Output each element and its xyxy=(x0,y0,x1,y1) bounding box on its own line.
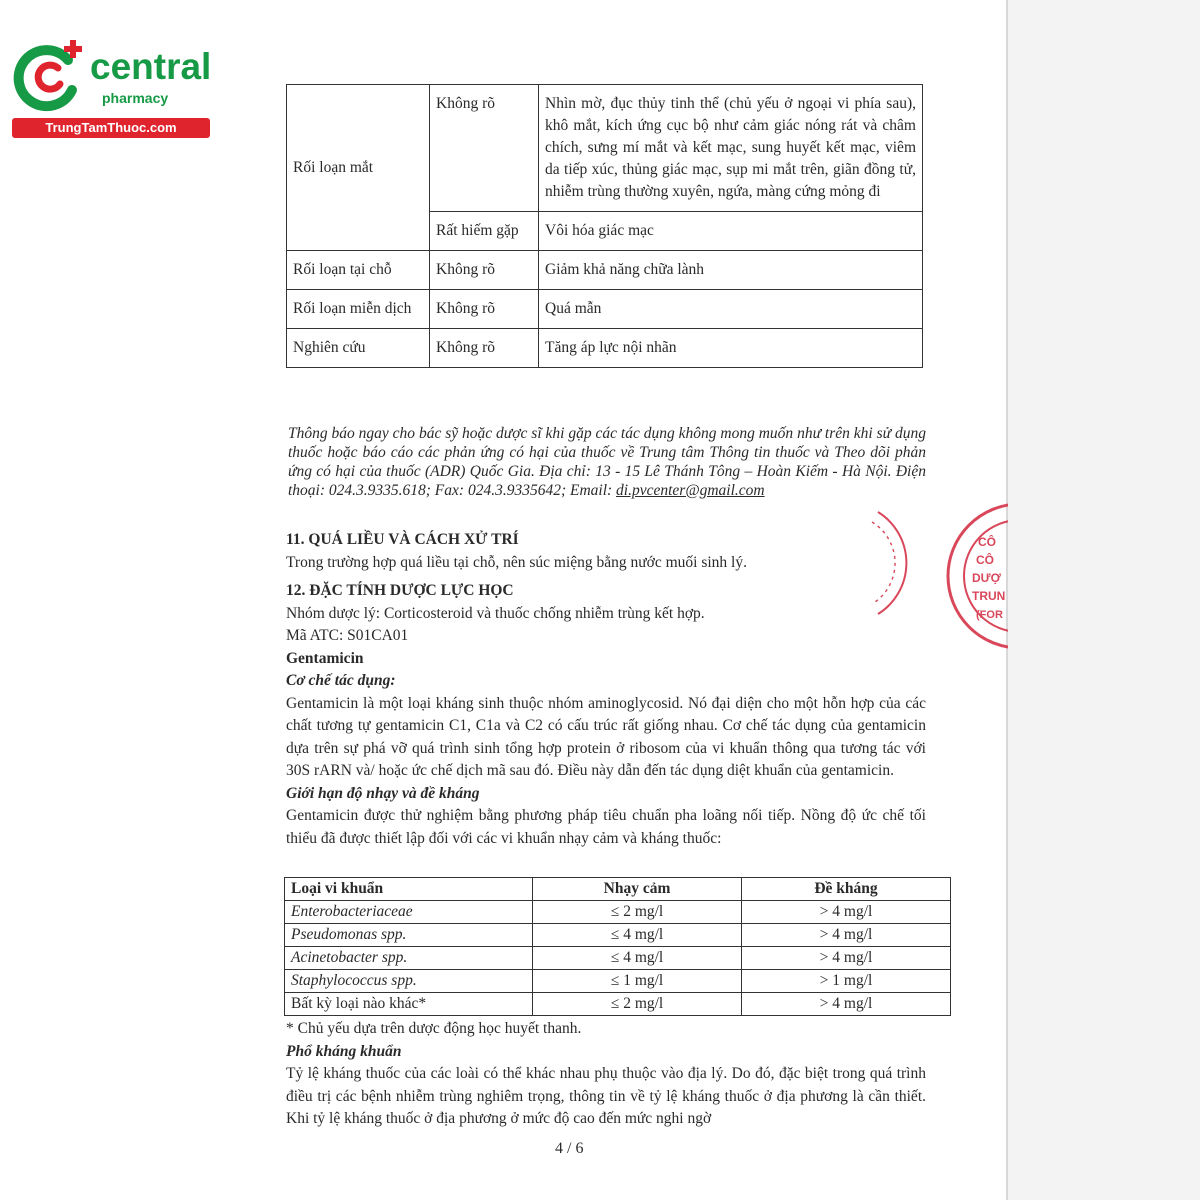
stamp-line-2: CÔ xyxy=(976,553,994,567)
table-row xyxy=(285,970,951,993)
category-cell: Rối loạn mắt xyxy=(287,85,430,251)
organism-cell: Pseudomonas spp. xyxy=(285,924,533,947)
mechanism-text: Gentamicin là một loại kháng sinh thuộc nhóm aminoglycosid. Nó đại diện cho một hỗn hợp của các chất tương tự gentamicin C1, C1a và C2 có cấu trúc rất giống nhau. Cơ chế tác dụng của gentamicin dựa trên sự phá vỡ quá trình sinh tổng hợp protein ở ribosom của vi khuẩn thông qua tương tác với 30S rARN và/ hoặc ức chế dịch mã sau đó. Điều này dẫn đến tác dụng diệt khuẩn của gentamicin. xyxy=(286,694,926,779)
logo-url[interactable]: TrungTamThuoc.com xyxy=(12,118,210,138)
pharmacy-cross-icon xyxy=(12,38,88,114)
spectrum-title: Phổ kháng khuẩn xyxy=(286,1042,402,1060)
sensitivity-text: Gentamicin được thử nghiệm bằng phương pháp tiêu chuẩn pha loãng nối tiếp. Nồng độ ức chế tối thiểu đã được thiết lập đối với các vi khuẩn nhạy cảm và kháng thuốc: xyxy=(286,807,926,847)
logo-subtitle: pharmacy xyxy=(102,90,169,106)
red-seal-stamp xyxy=(944,500,1008,652)
table-row xyxy=(287,85,923,212)
page-number: 4 / 6 xyxy=(555,1140,584,1157)
resistant-cell: > 4 mg/l xyxy=(742,993,951,1016)
logo-name: central xyxy=(90,46,212,87)
stamp-line-5: (FOR xyxy=(976,609,1003,621)
table-row xyxy=(285,993,951,1016)
drug-name: Gentamicin xyxy=(286,649,364,667)
sensitive-cell: ≤ 4 mg/l xyxy=(533,924,742,947)
effect-cell: Tăng áp lực nội nhãn xyxy=(539,329,923,368)
category-cell: Rối loạn tại chỗ xyxy=(287,251,430,290)
organism-cell: Bất kỳ loại nào khác* xyxy=(285,993,533,1016)
section-11-title: 11. QUÁ LIỀU VÀ CÁCH XỬ TRÍ xyxy=(286,531,519,548)
effect-cell: Giảm khả năng chữa lành xyxy=(539,251,923,290)
sensitive-cell: ≤ 1 mg/l xyxy=(533,970,742,993)
adr-notice xyxy=(288,424,926,500)
table-row xyxy=(285,947,951,970)
atc-code: Mã ATC: S01CA01 xyxy=(286,627,409,644)
frequency-cell: Không rõ xyxy=(430,85,539,212)
frequency-cell: Rất hiếm gặp xyxy=(430,212,539,251)
stamp-line-3: DƯỢ xyxy=(972,571,1001,585)
category-cell: Rối loạn miễn dịch xyxy=(287,290,430,329)
sensitive-cell: ≤ 4 mg/l xyxy=(533,947,742,970)
table-row xyxy=(287,329,923,368)
mechanism-title: Cơ chế tác dụng: xyxy=(286,672,396,689)
resistant-cell: > 1 mg/l xyxy=(742,970,951,993)
frequency-cell: Không rõ xyxy=(430,290,539,329)
table-row xyxy=(287,290,923,329)
stamp-arc-small xyxy=(868,508,918,618)
organism-cell: Staphylococcus spp. xyxy=(285,970,533,993)
resistant-cell: > 4 mg/l xyxy=(742,924,951,947)
frequency-cell: Không rõ xyxy=(430,329,539,368)
table-footnote: * Chủ yếu dựa trên dược động học huyết thanh. xyxy=(286,1020,582,1037)
table-row xyxy=(287,251,923,290)
pharmacologic-group: Nhóm dược lý: Corticosteroid và thuốc chống nhiễm trùng kết hợp. xyxy=(286,604,705,622)
header-resistant: Đề kháng xyxy=(742,878,951,901)
table-header-row xyxy=(285,878,951,901)
section-12 xyxy=(286,580,926,850)
resistant-cell: > 4 mg/l xyxy=(742,901,951,924)
table-row xyxy=(285,901,951,924)
sensitive-cell: ≤ 2 mg/l xyxy=(533,993,742,1016)
section-11-text: Trong trường hợp quá liều tại chỗ, nên súc miệng bằng nước muối sinh lý. xyxy=(286,553,747,571)
adverse-effects-table xyxy=(286,84,923,368)
header-sensitive: Nhạy cảm xyxy=(533,878,742,901)
effect-cell: Vôi hóa giác mạc xyxy=(539,212,923,251)
header-organism: Loại vi khuẩn xyxy=(285,878,533,901)
section-12-title: 12. ĐẶC TÍNH DƯỢC LỰC HỌC xyxy=(286,582,514,599)
stamp-line-4: TRUN xyxy=(972,589,1006,603)
stamp-line-1: CÔ xyxy=(978,535,996,549)
email-link[interactable]: di.pvcenter@gmail.com xyxy=(616,482,765,499)
central-pharmacy-logo[interactable] xyxy=(12,38,212,138)
organism-cell: Enterobacteriaceae xyxy=(285,901,533,924)
table-row xyxy=(285,924,951,947)
spectrum-text: Tỷ lệ kháng thuốc của các loài có thể khác nhau phụ thuộc vào địa lý. Do đó, đặc biệt trong quá trình điều trị các bệnh nhiễm trùng nghiêm trọng, thông tin về tỷ lệ kháng thuốc ở địa phương là cần thiết. Khi tỷ lệ kháng thuốc ở địa phương ở mức độ cao đến mức nghi ngờ xyxy=(286,1065,926,1127)
page-margin-shadow xyxy=(1008,0,1200,1200)
sensitive-cell: ≤ 2 mg/l xyxy=(533,901,742,924)
section-11 xyxy=(286,529,926,574)
category-cell: Nghiên cứu xyxy=(287,329,430,368)
sensitivity-title: Giới hạn độ nhạy và đề kháng xyxy=(286,784,480,802)
organism-cell: Acinetobacter spp. xyxy=(285,947,533,970)
effect-cell: Nhìn mờ, đục thủy tinh thể (chủ yếu ở ngoại vi phía sau), khô mắt, kích ứng cục bộ như cảm giác nóng rát và châm chích, sưng mí mắt và kết mạc, sung huyết kết mạc, viêm da tiếp xúc, thủng giác mạc, sụp mi mắt trên, giãn đồng tử, nhiễm trùng thường xuyên, ngứa, màng cứng mỏng đi xyxy=(539,85,923,212)
section-12-continued xyxy=(286,1018,926,1131)
frequency-cell: Không rõ xyxy=(430,251,539,290)
effect-cell: Quá mẫn xyxy=(539,290,923,329)
resistant-cell: > 4 mg/l xyxy=(742,947,951,970)
mic-breakpoint-table xyxy=(284,877,951,1016)
notice-text: Thông báo ngay cho bác sỹ hoặc dược sĩ khi gặp các tác dụng không mong muốn như trên khi sử dụng thuốc hoặc báo cáo các phản ứng có hại của thuốc về Trung tâm Thông tin thuốc và Theo dõi phản ứng có hại của thuốc (ADR) Quốc Gia. Địa chỉ: 13 - 15 Lê Thánh Tông – Hoàn Kiếm - Hà Nội. Điện thoại: 024.3.9335.618; Fax: 024.3.9335642; Email: xyxy=(288,425,926,499)
